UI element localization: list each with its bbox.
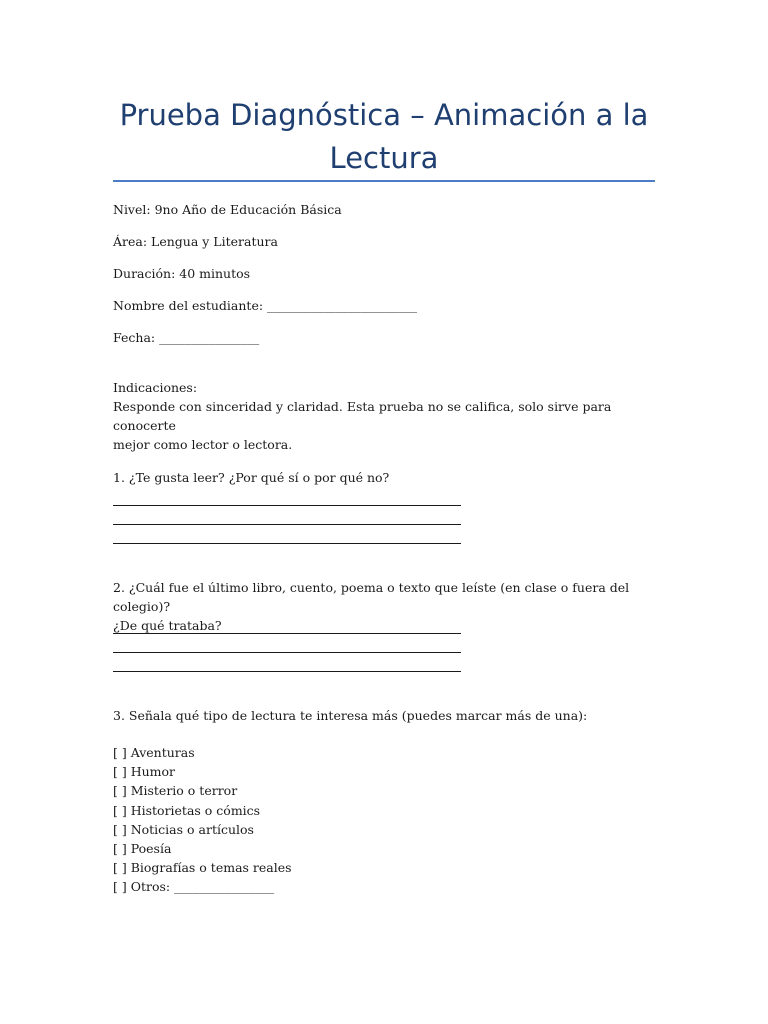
question-1: 1. ¿Te gusta leer? ¿Por qué sí o por qué no? (113, 470, 390, 485)
checklist-item[interactable]: [ ] Noticias o artículos (113, 821, 254, 837)
question-2-line-2: ¿De qué trataba? (113, 618, 222, 633)
student-name-field[interactable]: Nombre del estudiante: ________________________ (113, 298, 418, 313)
instructions (113, 378, 653, 454)
title-divider (113, 180, 655, 182)
date-field[interactable]: Fecha: ________________ (113, 330, 260, 345)
area-text: Área: Lengua y Literatura (113, 234, 278, 249)
reading-type-checklist (113, 743, 292, 897)
title-line-2: Lectura (329, 141, 439, 175)
title-line-1: Prueba Diagnóstica – Animación a la (119, 98, 649, 132)
level-text: Nivel: 9no Año de Educación Básica (113, 202, 342, 217)
checklist-item[interactable]: [ ] Aventuras (113, 745, 195, 760)
checklist-item[interactable]: [ ] Humor (113, 764, 176, 780)
instructions-line-2: mejor como lector o lectora. (113, 437, 293, 452)
checklist-item[interactable]: [ ] Misterio o terror (113, 783, 238, 799)
question-2-line-1: 2. ¿Cuál fue el último libro, cuento, poema o texto que leíste (en clase o fuera del colegio)? (113, 580, 630, 614)
answer-line[interactable] (113, 487, 461, 506)
question-3: 3. Señala qué tipo de lectura te interesa más (puedes marcar más de una): (113, 708, 588, 723)
checklist-item[interactable]: [ ] Historietas o cómics (113, 802, 261, 818)
instructions-heading: Indicaciones: (113, 380, 198, 395)
answer-line[interactable] (113, 525, 461, 544)
answer-line[interactable] (113, 615, 461, 634)
answer-line[interactable] (113, 506, 461, 525)
question-2-answer-area[interactable] (113, 615, 461, 672)
duration-text: Duración: 40 minutos (113, 266, 251, 281)
answer-line[interactable] (113, 634, 461, 653)
question-1-answer-area[interactable] (113, 487, 461, 544)
page-title (113, 94, 655, 180)
checklist-item[interactable]: [ ] Biografías o temas reales (113, 860, 292, 876)
instructions-line-1: Responde con sinceridad y claridad. Esta prueba no se califica, solo sirve para conocerte (113, 399, 612, 433)
checklist-item[interactable]: [ ] Poesía (113, 841, 172, 857)
checklist-item[interactable]: [ ] Otros: ________________ (113, 879, 275, 895)
answer-line[interactable] (113, 653, 461, 672)
